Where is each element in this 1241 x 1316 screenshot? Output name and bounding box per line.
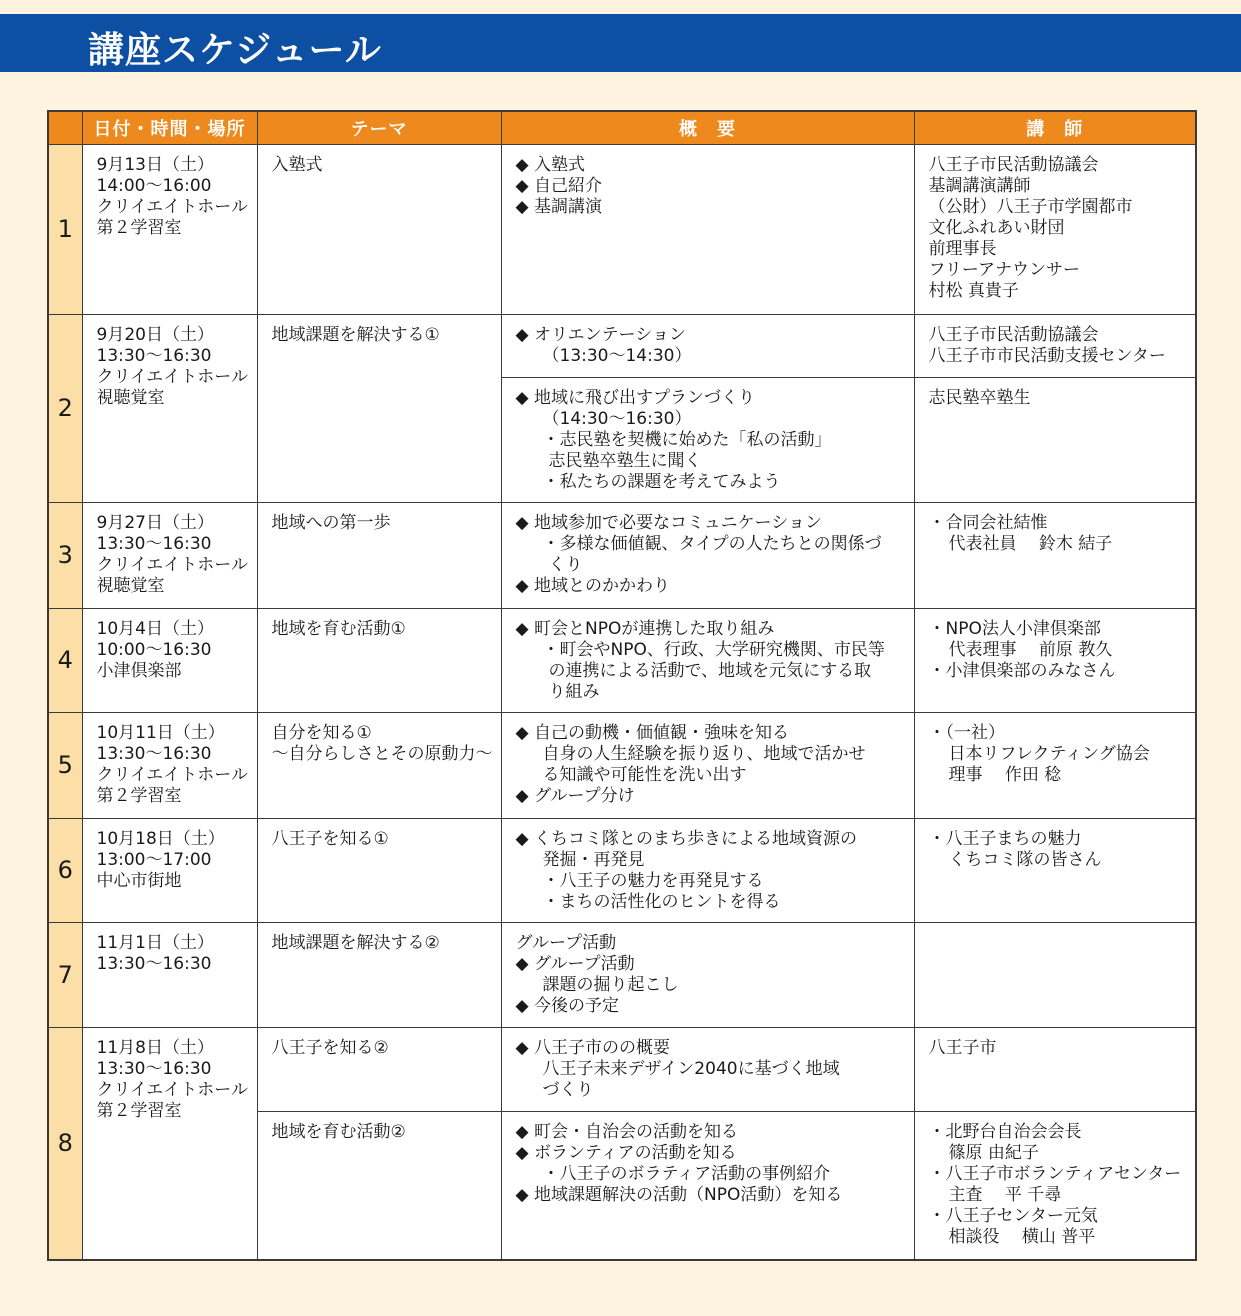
summary-line: ◆ 地域課題解決の活動（NPO活動）を知る	[515, 1185, 843, 1205]
session-number: 5	[48, 713, 82, 819]
summary-line: ◆ 自己紹介	[515, 176, 602, 196]
summary-line: くり	[548, 555, 583, 575]
session-lecturer-cell	[914, 1112, 1196, 1260]
time-text: 13:00〜17:00	[96, 850, 212, 870]
session-theme-cell	[257, 819, 501, 923]
date-text: 9月27日（土）	[96, 513, 214, 533]
title-banner	[0, 14, 1241, 72]
lecturer-line: 八王子市民活動協議会	[928, 325, 1099, 345]
summary-line: ◆ 地域参加で必要なコミュニケーション	[515, 513, 822, 533]
lecturer-line: 篠原 由紀子	[948, 1143, 1039, 1163]
summary-line: 発掘・再発見	[542, 850, 645, 870]
lecturer-line: 八王子市	[928, 1038, 997, 1058]
session-lecturer-cell	[914, 1028, 1196, 1112]
session-lecturer-cell	[914, 819, 1196, 923]
summary-line: ・志民塾を契機に始めた「私の活動」	[542, 430, 832, 450]
summary-line: ・私たちの課題を考えてみよう	[542, 472, 781, 492]
venue-text: クリイエイトホール	[96, 555, 248, 575]
theme-text: 地域課題を解決する②	[271, 933, 440, 953]
session-number: 8	[48, 1028, 82, 1260]
summary-line: ・多様な価値観、タイプの人たちとの関係づ	[542, 534, 882, 554]
session-theme-cell	[257, 1028, 501, 1112]
session-lecturer-cell	[914, 609, 1196, 713]
session-theme-cell	[257, 1112, 501, 1260]
session-summary-cell	[501, 819, 914, 923]
lecturer-line: ・（一社）	[928, 723, 1005, 743]
session-theme-cell	[257, 145, 501, 315]
session-number: 2	[48, 315, 82, 503]
summary-line: グループ活動	[515, 933, 617, 953]
room-text: 第２学習室	[96, 1101, 182, 1121]
lecturer-line: 志民塾卒塾生	[928, 388, 1031, 408]
summary-line: ◆ グループ分け	[515, 786, 635, 806]
lecturer-line: （公財）八王子市学園都市	[928, 197, 1133, 217]
date-text: 11月1日（土）	[96, 933, 214, 953]
lecturer-line: 前理事長	[928, 239, 997, 259]
session-summary-cell	[501, 609, 914, 713]
venue-text: クリイエイトホール	[96, 765, 248, 785]
table-row	[48, 503, 1196, 609]
table-row	[48, 713, 1196, 819]
summary-line: 志民塾卒塾生に聞く	[548, 451, 702, 471]
session-theme-cell	[257, 503, 501, 609]
lecturer-line: ・八王子市ボランティアセンター	[928, 1164, 1182, 1184]
lecturer-line: 代表社員 鈴木 結子	[948, 534, 1113, 554]
session-date-cell	[82, 923, 257, 1028]
lecturer-line: 基調講演講師	[928, 176, 1031, 196]
session-lecturer-cell	[914, 315, 1196, 378]
lecturer-line: ・北野台自治会会長	[928, 1122, 1082, 1142]
header-lecturer: 講 師	[914, 111, 1196, 145]
summary-line: ・八王子のボラティア活動の事例紹介	[542, 1164, 831, 1184]
session-date-cell	[82, 1028, 257, 1260]
session-date-cell	[82, 819, 257, 923]
date-text: 9月20日（土）	[96, 325, 214, 345]
summary-line: る知識や可能性を洗い出す	[542, 765, 747, 785]
session-lecturer-cell	[914, 145, 1196, 315]
room-text: 視聴覚室	[96, 388, 165, 408]
session-date-cell	[82, 609, 257, 713]
session-theme-cell	[257, 315, 501, 503]
lecturer-line: 八王子市市民活動支援センター	[928, 346, 1166, 366]
venue-text: クリイエイトホール	[96, 367, 248, 387]
room-text: 第２学習室	[96, 786, 182, 806]
lecturer-line: 八王子市民活動協議会	[928, 155, 1099, 175]
session-date-cell	[82, 315, 257, 503]
summary-line: ・八王子の魅力を再発見する	[542, 871, 764, 891]
session-lecturer-cell	[914, 503, 1196, 609]
summary-line: ◆ 地域に飛び出すプランづくり	[515, 388, 755, 408]
date-text: 10月4日（土）	[96, 619, 214, 639]
room-text: 第２学習室	[96, 218, 182, 238]
theme-text: 八王子を知る①	[271, 829, 389, 849]
session-summary-cell	[501, 1112, 914, 1260]
lecturer-line: 文化ふれあい財団	[928, 218, 1065, 238]
table-header-row	[48, 111, 1196, 145]
date-text: 10月11日（土）	[96, 723, 225, 743]
summary-line: ・まちの活性化のヒントを得る	[542, 892, 781, 912]
lecturer-line: 代表理事 前原 教久	[948, 640, 1113, 660]
schedule-table	[47, 110, 1197, 1261]
lecturer-line: 主査 平 千尋	[948, 1185, 1062, 1205]
session-date-cell	[82, 503, 257, 609]
header-summary: 概 要	[501, 111, 914, 145]
time-text: 13:30〜16:30	[96, 744, 212, 764]
session-date-cell	[82, 713, 257, 819]
session-theme-cell	[257, 923, 501, 1028]
table-row	[48, 315, 1196, 378]
summary-line: ◆ オリエンテーション	[515, 325, 686, 345]
session-number: 4	[48, 609, 82, 713]
time-text: 13:30〜16:30	[96, 346, 212, 366]
summary-line: ◆ くちコミ隊とのまち歩きによる地域資源の	[515, 829, 857, 849]
summary-line: ◆ 自己の動機・価値観・強味を知る	[515, 723, 789, 743]
venue-text: 中心市街地	[96, 871, 182, 891]
summary-line: （14:30〜16:30）	[542, 409, 692, 429]
summary-line: 八王子未来デザイン2040に基づく地域	[542, 1059, 840, 1079]
table-row	[48, 609, 1196, 713]
date-text: 9月13日（土）	[96, 155, 214, 175]
lecturer-line: ・合同会社結惟	[928, 513, 1048, 533]
time-text: 13:30〜16:30	[96, 534, 212, 554]
venue-text: クリイエイトホール	[96, 1080, 248, 1100]
session-theme-cell	[257, 713, 501, 819]
summary-line: づくり	[542, 1080, 594, 1100]
session-summary-cell	[501, 503, 914, 609]
page-title: 講座スケジュール	[88, 30, 382, 71]
session-summary-cell	[501, 1028, 914, 1112]
summary-line: ◆ 町会・自治会の活動を知る	[515, 1122, 738, 1142]
session-summary-cell	[501, 378, 914, 503]
session-theme-cell	[257, 609, 501, 713]
theme-text: 地域課題を解決する①	[271, 325, 440, 345]
room-text: 視聴覚室	[96, 576, 165, 596]
table-row	[48, 819, 1196, 923]
theme-text: 八王子を知る②	[271, 1038, 389, 1058]
theme-text: 自分を知る①	[271, 723, 372, 743]
summary-line: ◆ 地域とのかかわり	[515, 576, 670, 596]
session-date-cell	[82, 145, 257, 315]
summary-line: ◆ グループ活動	[515, 954, 635, 974]
session-lecturer-cell	[914, 378, 1196, 503]
theme-text: 地域を育む活動②	[271, 1122, 406, 1142]
summary-line: の連携による活動で、地域を元気にする取	[548, 661, 872, 681]
venue-text: クリイエイトホール	[96, 197, 248, 217]
session-summary-cell	[501, 145, 914, 315]
session-summary-cell	[501, 315, 914, 378]
header-num	[48, 111, 82, 145]
session-number: 3	[48, 503, 82, 609]
lecturer-line: 日本リフレクティング協会	[948, 744, 1150, 764]
summary-line: り組み	[548, 682, 600, 702]
theme-text: 入塾式	[271, 155, 323, 175]
summary-line: ◆ 町会とNPOが連携した取り組み	[515, 619, 775, 639]
summary-line: ◆ 今後の予定	[515, 996, 619, 1016]
theme-text: 地域への第一歩	[271, 513, 391, 533]
lecturer-line: くちコミ隊の皆さん	[948, 850, 1102, 870]
session-number: 1	[48, 145, 82, 315]
venue-text: 小津倶楽部	[96, 661, 182, 681]
header-theme: テーマ	[257, 111, 501, 145]
table-row	[48, 923, 1196, 1028]
table-row	[48, 145, 1196, 315]
lecturer-line: ・八王子センター元気	[928, 1206, 1098, 1226]
session-summary-cell	[501, 713, 914, 819]
session-number: 7	[48, 923, 82, 1028]
lecturer-line: 村松 真貴子	[928, 281, 1019, 301]
time-text: 14:00〜16:00	[96, 176, 212, 196]
session-lecturer-cell	[914, 713, 1196, 819]
lecturer-line: ・小津倶楽部のみなさん	[928, 661, 1116, 681]
summary-line: ◆ 八王子市のの概要	[515, 1038, 670, 1058]
summary-line: 自身の人生経験を振り返り、地域で活かせ	[542, 744, 866, 764]
session-summary-cell	[501, 923, 914, 1028]
lecturer-line: ・八王子まちの魅力	[928, 829, 1082, 849]
lecturer-line: フリーアナウンサー	[928, 260, 1080, 280]
header-date: 日付・時間・場所	[82, 111, 257, 145]
lecturer-line: 相談役 横山 普平	[948, 1227, 1096, 1247]
summary-line: ◆ ボランティアの活動を知る	[515, 1143, 737, 1163]
time-text: 10:00〜16:30	[96, 640, 212, 660]
lecturer-line: 理事 作田 稔	[948, 765, 1062, 785]
table-row	[48, 1028, 1196, 1112]
theme-subtitle: 〜自分らしさとその原動力〜	[271, 744, 493, 764]
date-text: 11月8日（土）	[96, 1038, 214, 1058]
summary-line: 課題の掘り起こし	[542, 975, 679, 995]
time-text: 13:30〜16:30	[96, 954, 212, 974]
date-text: 10月18日（土）	[96, 829, 225, 849]
time-text: 13:30〜16:30	[96, 1059, 212, 1079]
summary-line: ◆ 基調講演	[515, 197, 602, 217]
summary-line: （13:30〜14:30）	[542, 346, 692, 366]
summary-line: ◆ 入塾式	[515, 155, 585, 175]
summary-line: ・町会やNPO、行政、大学研究機関、市民等	[542, 640, 885, 660]
session-lecturer-cell	[914, 923, 1196, 1028]
lecturer-line: ・NPO法人小津倶楽部	[928, 619, 1101, 639]
session-number: 6	[48, 819, 82, 923]
theme-text: 地域を育む活動①	[271, 619, 406, 639]
